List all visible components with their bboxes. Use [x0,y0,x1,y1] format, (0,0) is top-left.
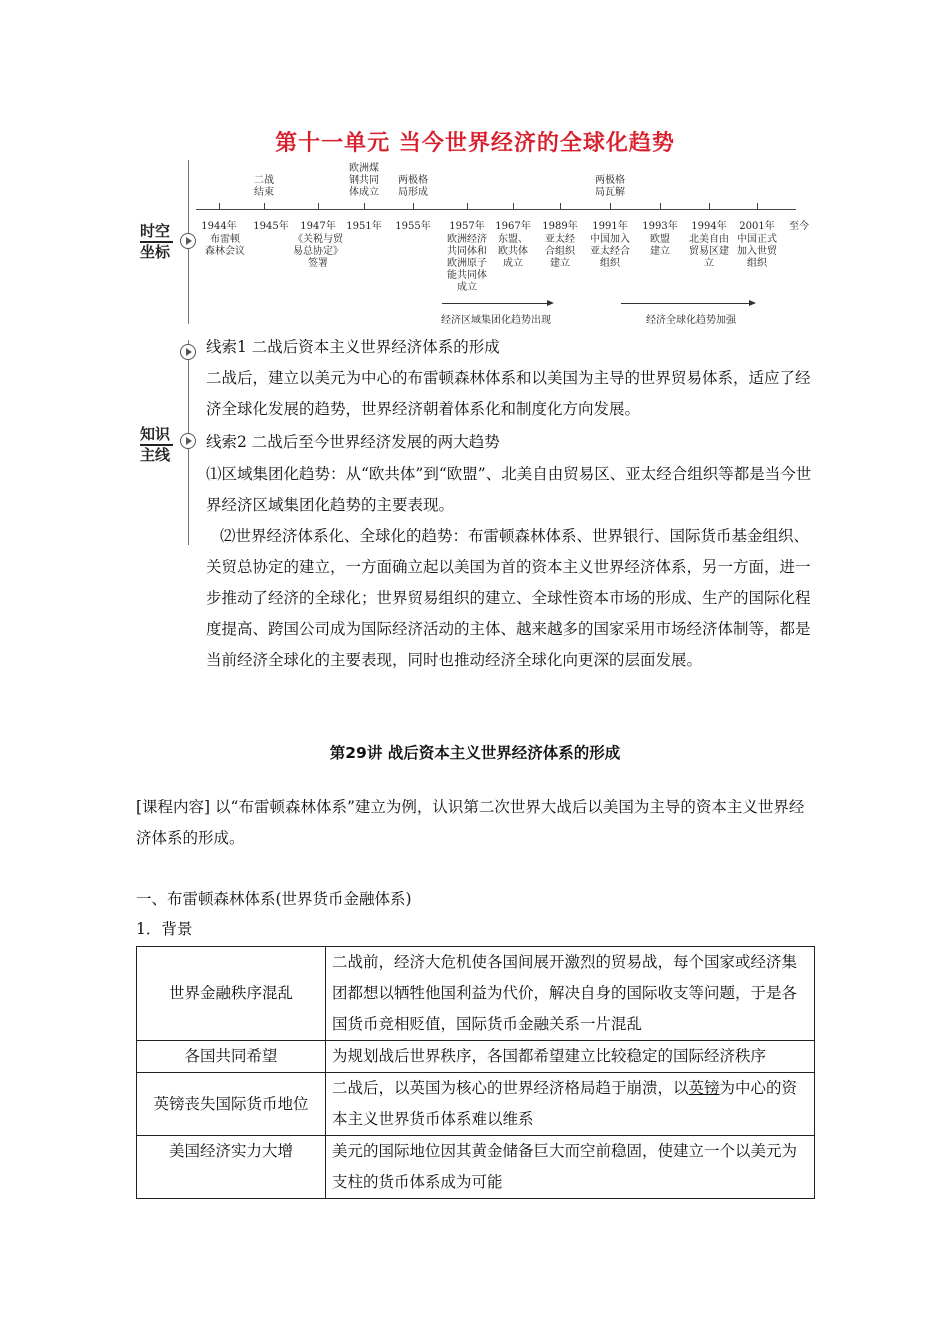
play-icon [180,433,196,449]
timeline-axis [196,209,796,210]
timeline-tick [757,203,758,210]
clue-2-point-2: ⑵世界经济体系化、全球化的趋势：布雷顿森林体系、世界银行、国际货币基金组织、关贸总协定的建立，一方面确立起以美国为首的资本主义世界经济体系，另一方面，进一步推动了经济的全球化；世界贸易组织的建立、全球性资本市场的形成、生产的国际化程度提高、跨国公司成为国际经济活动的主体、越来越多的国家采用市场经济体制等，都是当前经济全球化的主要表现，同时也推动经济全球化向更深的层面发展。 [206,527,811,669]
timeline-tick [513,203,514,210]
timeline-tick [467,203,468,210]
knowledge-section-label: 知识 主线 [140,425,174,465]
table-key: 英镑丧失国际货币地位 [137,1073,326,1136]
timeline-tick [660,203,661,210]
timeline-year: 1945年 [253,221,289,232]
timeline-event-below: 中国正式 加入世贸 组织 [737,234,777,269]
timeline-event-below: 中国加入 亚太经合 组织 [590,234,630,269]
underlined-term: 英镑 [688,1079,720,1097]
play-icon [180,233,196,249]
timeline-tick [264,203,265,210]
timeline-tick [413,203,414,210]
play-icon [180,344,196,360]
trend-arrow [621,303,754,304]
timeline-year: 2001年 [739,221,775,232]
table-key: 各国共同希望 [137,1041,326,1073]
timeline-tick [364,203,365,210]
table-value: 二战前，经济大危机使各国间展开激烈的贸易战，每个国家或经济集团都想以牺牲他国利益为代价，解决自身的国际收支等问题，于是各国货币竞相贬值，国际货币金融关系一片混乱 [326,947,815,1041]
trend-label: 经济全球化趋势加强 [646,315,736,326]
timeline-tick [219,203,220,210]
table-row [137,1136,815,1199]
clue-1-title: 线索1 二战后资本主义世界经济体系的形成 [206,338,500,356]
clue-2-point-1: ⑴区域集团化趋势：从“欧共体”到“欧盟”、北美自由贸易区、亚太经合组织等都是当今世界经济区域集团化趋势的主要表现。 [206,465,812,514]
timeline-year: 1967年 [495,221,531,232]
timeline-year: 1944年 [201,221,237,232]
timeline-year: 1951年 [346,221,382,232]
timeline-event-above: 两极格 局瓦解 [595,175,625,198]
clue-2-title: 线索2 二战后至今世界经济发展的两大趋势 [206,433,500,451]
section-heading: 一、布雷顿森林体系(世界货币金融体系) [136,890,412,908]
timeline-event-below: 亚太经 合组织 建立 [545,234,575,269]
timeline-year: 1991年 [592,221,628,232]
timeline-event-above: 两极格 局形成 [398,175,428,198]
clue-1-body: 二战后，建立以美元为中心的布雷顿森林体系和以美国为主导的世界贸易体系，适应了经济全球化发展的趋势，世界经济朝着体系化和制度化方向发展。 [206,369,811,418]
table-row [137,1041,815,1073]
timeline-event-above: 欧洲煤 钢共同 体成立 [349,163,379,198]
course-content: [课程内容] 以“布雷顿森林体系”建立为例，认识第二次世界大战后以美国为主导的资本主义世界经济体系的形成。 [136,798,805,847]
timeline-tick [610,203,611,210]
table-value: 为规划战后世界秩序，各国都希望建立比较稳定的国际经济秩序 [326,1041,815,1073]
timeline-event-below: 东盟、 欧共体 成立 [498,234,528,269]
timeline-tick [318,203,319,210]
timeline-section-label: 时空 坐标 [140,222,174,262]
timeline-year: 1989年 [542,221,578,232]
timeline-event-below: 布雷顿 森林会议 [205,234,245,257]
timeline-event-below: 北美自由 贸易区建 立 [689,234,729,269]
lecture-title: 第29讲 战后资本主义世界经济体系的形成 [329,744,621,762]
timeline-tick [560,203,561,210]
trend-label: 经济区域集团化趋势出现 [441,315,551,326]
timeline-tick [709,203,710,210]
timeline-event-below: 欧洲经济 共同体和 欧洲原子 能共同体 成立 [447,234,487,293]
timeline-event-above: 二战 结束 [254,175,274,198]
background-table [136,946,815,1199]
timeline-event-below: 欧盟 建立 [650,234,670,257]
timeline-year: 至今 [789,221,809,232]
timeline-year: 1947年 [300,221,336,232]
timeline-year: 1993年 [642,221,678,232]
table-value: 美元的国际地位因其黄金储备巨大而空前稳固，使建立一个以美元为支柱的货币体系成为可能 [326,1136,815,1199]
timeline-year: 1994年 [691,221,727,232]
table-value: 二战后，以英国为核心的世界经济格局趋于崩溃，以英镑为中心的资本主义世界货币体系难以维系 [326,1073,815,1136]
timeline-year: 1955年 [395,221,431,232]
unit-title: 第十一单元 当今世界经济的全球化趋势 [275,131,675,156]
timeline-event-below: 《关税与贸 易总协定》 签署 [293,234,343,269]
table-row [137,1073,815,1136]
table-key: 美国经济实力大增 [137,1136,326,1199]
trend-arrow [442,303,552,304]
table-row [137,947,815,1041]
sub-heading: 1．背景 [136,920,193,938]
timeline-year: 1957年 [449,221,485,232]
table-key: 世界金融秩序混乱 [137,947,326,1041]
